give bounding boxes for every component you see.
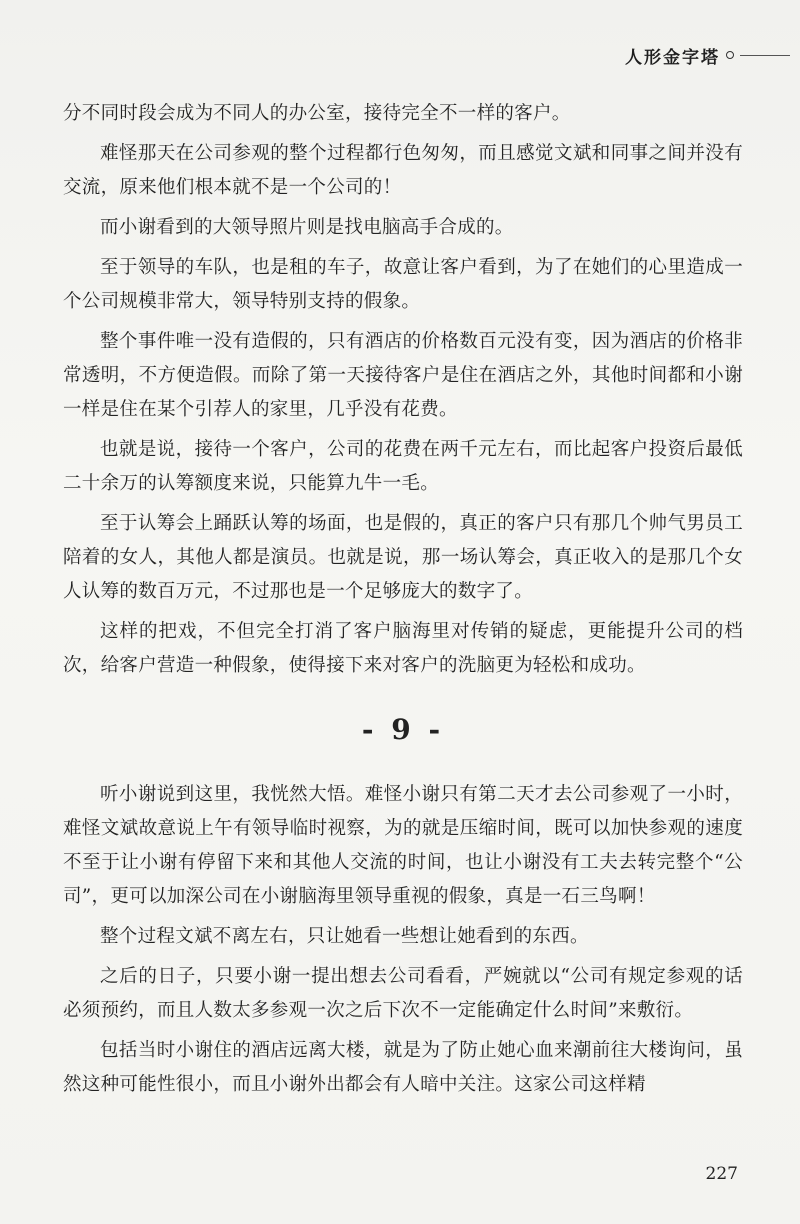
section-heading: - 9 - (361, 713, 445, 746)
paragraph: 包括当时小谢住的酒店远离大楼，就是为了防止她心血来潮前往大楼询问，虽然这种可能性很小，而且小谢外出都会有人暗中关注。这家公司这样精 (63, 1040, 743, 1095)
page-number: 227 (705, 1164, 738, 1184)
paragraph: 整个过程文斌不离左右，只让她看一些想让她看到的东西。 (100, 926, 589, 947)
paragraph: 分不同时段会成为不同人的办公室，接待完全不一样的客户。 (63, 103, 571, 124)
paragraph: 整个事件唯一没有造假的，只有酒店的价格数百元没有变，因为酒店的价格非常透明，不方便造假。而除了第一天接待客户是住在酒店之外，其他时间都和小谢一样是住在某个引荐人的家里，几乎没有花费。 (63, 331, 743, 420)
paragraph-group-top (63, 97, 743, 683)
paragraph: 这样的把戏，不但完全打消了客户脑海里对传销的疑虑，更能提升公司的档次，给客户营造一种假象，使得接下来对客户的洗脑更为轻松和成功。 (63, 621, 743, 676)
header-rule (740, 55, 790, 56)
header-circle-ornament (726, 51, 734, 59)
paragraph-group-bottom (63, 778, 743, 1102)
running-header-title: 人形金字塔 (625, 47, 720, 68)
paragraph: 而小谢看到的大领导照片则是找电脑高手合成的。 (100, 217, 514, 238)
paragraph: 至于认筹会上踊跃认筹的场面，也是假的，真正的客户只有那几个帅气男员工陪着的女人，其他人都是演员。也就是说，那一场认筹会，真正收入的是那几个女人认筹的数百万元，不过那也是一个足够庞大的数字了。 (63, 513, 743, 602)
paragraph: 难怪那天在公司参观的整个过程都行色匆匆，而且感觉文斌和同事之间并没有交流，原来他们根本就不是一个公司的！ (63, 143, 743, 198)
paragraph: 听小谢说到这里，我恍然大悟。难怪小谢只有第二天才去公司参观了一小时，难怪文斌故意说上午有领导临时视察，为的就是压缩时间，既可以加快参观的速度不至于让小谢有停留下来和其他人交流的时间，也让小谢没有工夫去转完整个“公司”，更可以加深公司在小谢脑海里领导重视的假象，真是一石三鸟啊！ (63, 784, 743, 907)
paragraph: 至于领导的车队，也是租的车子，故意让客户看到，为了在她们的心里造成一个公司规模非常大，领导特别支持的假象。 (63, 257, 743, 312)
paragraph: 也就是说，接待一个客户，公司的花费在两千元左右，而比起客户投资后最低二十余万的认筹额度来说，只能算九牛一毛。 (63, 439, 743, 494)
paragraph: 之后的日子，只要小谢一提出想去公司看看，严婉就以“公司有规定参观的话必须预约，而且人数太多参观一次之后下次不一定能确定什么时间”来敷衍。 (63, 966, 743, 1021)
running-header (625, 40, 790, 70)
body-text (63, 97, 743, 1108)
